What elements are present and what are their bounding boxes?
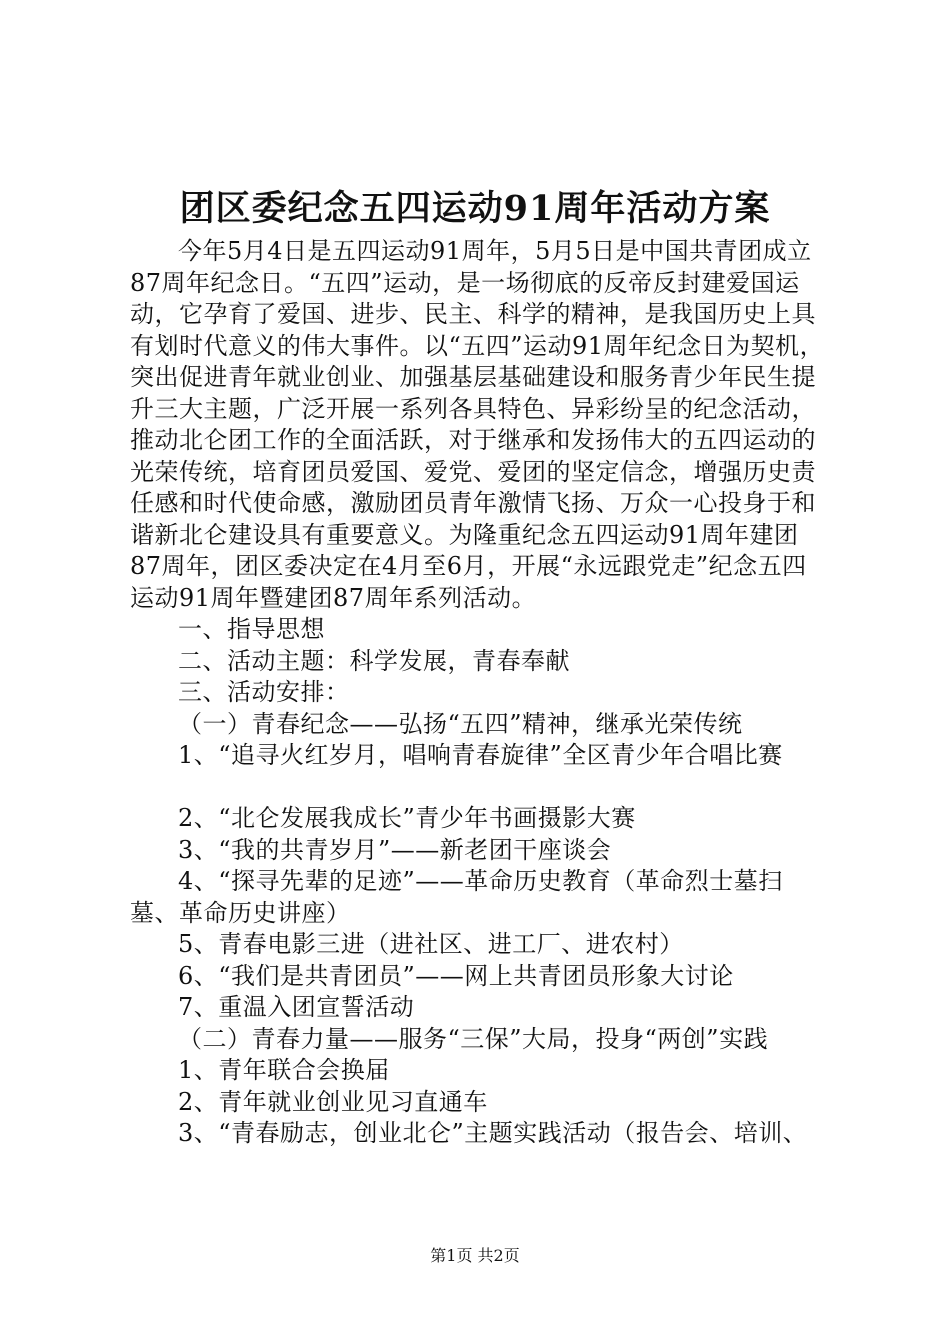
list-item: 6、“我们是共青团员”——网上共青团员形象大讨论	[178, 961, 734, 990]
intro-paragraph: 今年5月4日是五四运动91周年，5月5日是中国共青团成立87周年纪念日。“五四”运动，是一场彻底的反帝反封建爱国运动，它孕育了爱国、进步、民主、科学的精神，是我国历史上具有划时代意义的伟大事件。以“五四”运动91周年纪念日为契机，突出促进青年就业创业、加强基层基础建设和服务青少年民生提升三大主题，广泛开展一系列各具特色、异彩纷呈的纪念活动，推动北仑团工作的全面活跃，对于继承和发扬伟大的五四运动的光荣传统，培育团员爱国、爱党、爱团的坚定信念，增强历史责任感和时代使命感，激励团员青年激情飞扬、万众一心投身于和谐新北仑建设具有重要意义。为隆重纪念五四运动91周年建团87周年，团区委决定在4月至6月，开展“永远跟党走”纪念五四运动91周年暨建团87周年系列活动。	[130, 237, 825, 612]
section-heading: 三、活动安排：	[178, 678, 350, 706]
document-body	[130, 236, 830, 1150]
list-item: 3、“我的共青岁月”——新老团干座谈会	[178, 835, 612, 864]
blank-line	[130, 772, 830, 804]
section-heading: 一、指导思想	[178, 615, 325, 643]
list-item: 5、青春电影三进（进社区、进工厂、进农村）	[178, 930, 684, 958]
list-item: 1、青年联合会换届	[178, 1056, 390, 1084]
list-item: 3、“青春励志，创业北仑”主题实践活动（报告会、培训、	[178, 1119, 808, 1147]
list-item: 2、“北仑发展我成长”青少年书画摄影大赛	[178, 804, 636, 832]
subsection-heading: （二）青春力量——服务“三保”大局，投身“两创”实践	[178, 1024, 769, 1053]
list-item: 2、青年就业创业见习直通车	[178, 1087, 488, 1116]
document-title: 团区委纪念五四运动91周年活动方案	[179, 188, 771, 229]
list-item: 1、“追寻火红岁月，唱响青春旋律”全区青少年合唱比赛	[178, 741, 783, 769]
list-item: 4、“探寻先辈的足迹”——革命历史教育（革命烈士墓扫墓、革命历史讲座）	[130, 867, 783, 927]
subsection-heading: （一）青春纪念——弘扬“五四”精神，继承光荣传统	[178, 709, 743, 738]
list-item: 7、重温入团宣誓活动	[178, 993, 415, 1021]
section-heading: 二、活动主题：科学发展，青春奉献	[178, 646, 570, 675]
page-footer: 第1页 共2页	[430, 1246, 520, 1265]
